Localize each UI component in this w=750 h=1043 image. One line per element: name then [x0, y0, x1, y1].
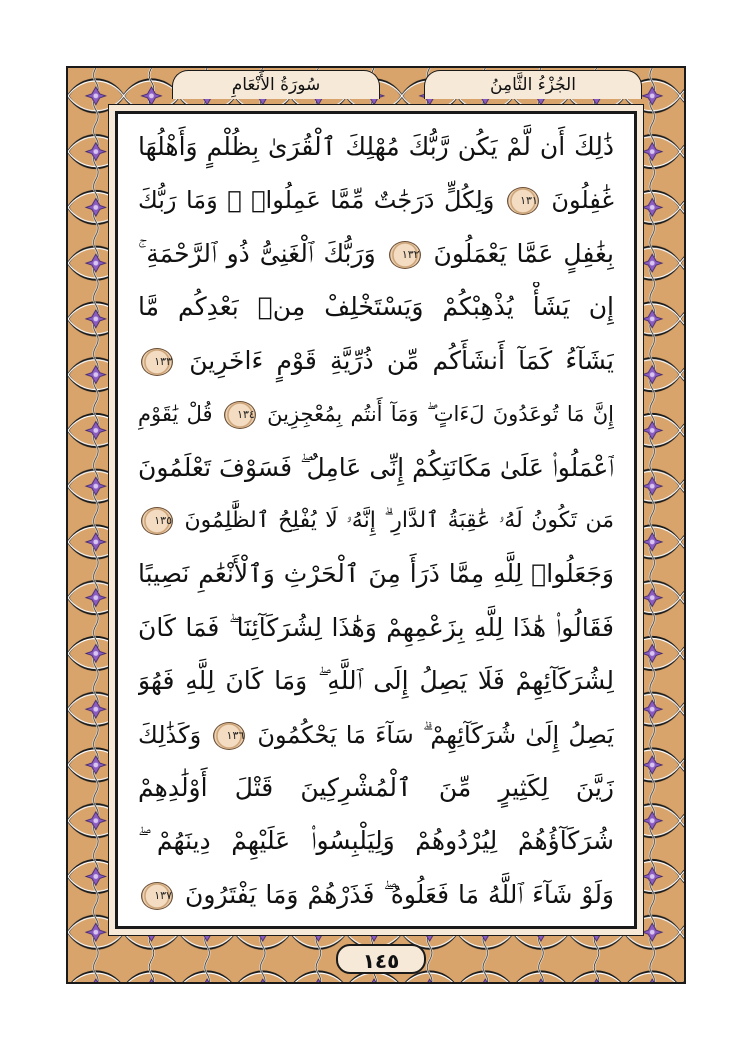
text-line [138, 336, 614, 386]
text-line [138, 282, 614, 332]
line-text: زَيَّنَ لِكَثِيرٍ مِّنَ ٱلْمُشْرِكِينَ قَتْلَ أَوْلَٰدِهِمْ [138, 773, 614, 803]
ayah-marker: ١٣٧ [141, 882, 173, 910]
line-text: شُرَكَآؤُهُمْ لِيُرْدُوهُمْ وَلِيَلْبِسُوا۟ عَلَيْهِمْ دِينَهُمْ ۖ [138, 826, 614, 856]
ayah-marker: ١٣٦ [213, 722, 245, 750]
line-text: وَرَبُّكَ ٱلْغَنِىُّ ذُو ٱلرَّحْمَةِ ۚ [138, 238, 376, 268]
juz-title: الجُزْءُ الثَّامِنُ [424, 70, 642, 99]
text-line [138, 816, 614, 866]
line-text: وَلَوْ شَآءَ ٱللَّهُ مَا فَعَلُوهُ ۖ فَذَرْهُمْ وَمَا يَفْتَرُونَ [185, 879, 614, 909]
line-text: ذَٰلِكَ أَن لَّمْ يَكُن رَّبُّكَ مُهْلِكَ ٱلْقُرَىٰ بِظُلْمٍ وَأَهْلُهَا [138, 132, 614, 161]
line-text: يَشَآءُ كَمَآ أَنشَأَكُم مِّن ذُرِّيَّةِ قَوْمٍ ءَاخَرِينَ [189, 345, 614, 375]
line-text: يَصِلُ إِلَىٰ شُرَكَآئِهِمْ ۗ سَآءَ مَا يَحْكُمُونَ [257, 720, 614, 749]
ayah-marker: ١٣١ [507, 187, 539, 215]
surah-title: سُورَةُ الأَنْعَامِ [172, 70, 380, 99]
text-line [138, 763, 614, 813]
ayah-marker: ١٣٢ [389, 241, 421, 269]
text-panel-inner [115, 111, 637, 929]
text-line [138, 443, 614, 493]
line-text: وَجَعَلُوا۟ لِلَّهِ مِمَّا ذَرَأَ مِنَ ٱلْحَرْثِ وَٱلْأَنْعَٰمِ نَصِيبًا [138, 559, 614, 589]
text-line [138, 603, 614, 653]
text-line [138, 710, 614, 760]
text-line [138, 496, 614, 546]
line-text: مَن تَكُونُ لَهُۥ عَٰقِبَةُ ٱلدَّارِ ۗ إِنَّهُۥ لَا يُفْلِحُ ٱلظَّٰلِمُونَ [184, 507, 614, 533]
line-text: وَلِكُلٍّ دَرَجَٰتٌ مِّمَّا عَمِلُوا۟ ۚ وَمَا رَبُّكَ [138, 186, 495, 215]
ayah-marker: ١٣٤ [224, 401, 256, 429]
ayah-marker: ١٣٥ [141, 507, 173, 535]
line-text: ٱعْمَلُوا۟ عَلَىٰ مَكَانَتِكُمْ إِنِّى عَامِلٌ ۖ فَسَوْفَ تَعْلَمُونَ [138, 452, 614, 482]
line-text: قُلْ يَٰقَوْمِ [138, 402, 213, 427]
line-text: لِشُرَكَآئِهِمْ فَلَا يَصِلُ إِلَى ٱللَّهِ ۖ وَمَا كَانَ لِلَّهِ فَهُوَ [138, 666, 614, 696]
text-line [138, 389, 614, 439]
line-text: إِن يَشَأْ يُذْهِبْكُمْ وَيَسْتَخْلِفْ مِنۢ بَعْدِكُم مَّا [138, 292, 614, 322]
line-text: بِغَٰفِلٍ عَمَّا يَعْمَلُونَ [433, 238, 614, 268]
text-line [138, 175, 614, 225]
line-text: فَقَالُوا۟ هَٰذَا لِلَّهِ بِزَعْمِهِمْ وَهَٰذَا لِشُرَكَآئِنَا ۖ فَمَا كَانَ [138, 612, 614, 642]
page-number: ١٤٥ [336, 944, 426, 974]
text-line [138, 229, 614, 279]
text-line [138, 870, 614, 920]
quran-text [138, 122, 614, 920]
line-text: إِنَّ مَا تُوعَدُونَ لَءَاتٍ ۖ وَمَآ أَنتُم بِمُعْجِزِينَ [267, 402, 614, 427]
text-line [138, 122, 614, 172]
line-text: وَكَذَٰلِكَ [138, 720, 202, 749]
ayah-marker: ١٣٣ [141, 348, 173, 376]
text-panel [108, 104, 644, 936]
line-text: غَٰفِلُونَ [551, 186, 614, 215]
page-header [112, 66, 638, 100]
text-line [138, 549, 614, 599]
text-line [138, 656, 614, 706]
